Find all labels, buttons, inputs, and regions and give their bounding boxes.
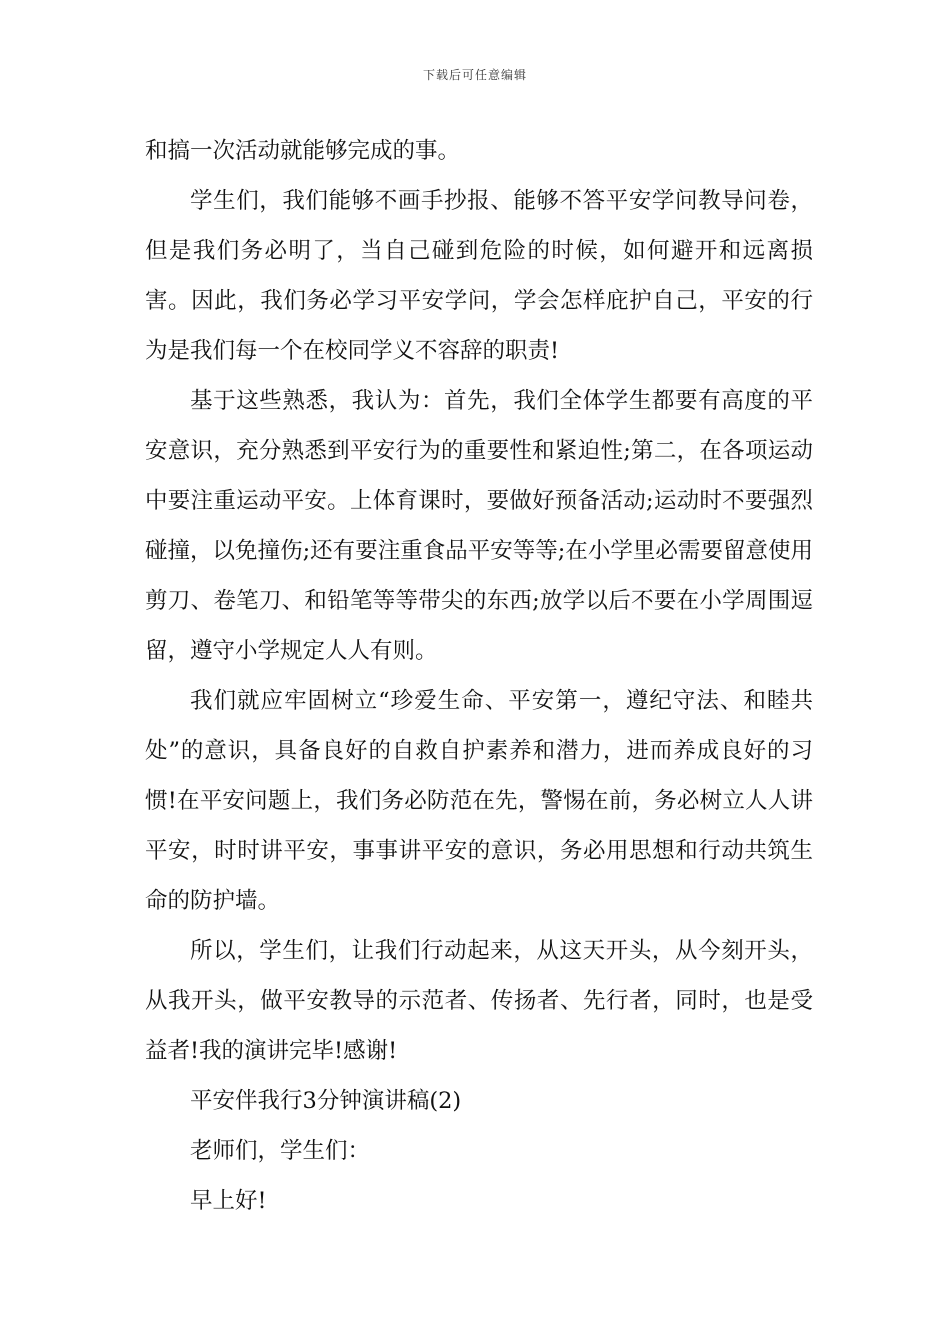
paragraph: 所以，学生们，让我们行动起来，从这天开头，从今刻开头，从我开头，做平安教导的示范者、传扬者、先行者，同时，也是受益者!我的演讲完毕!感谢!	[145, 938, 813, 1064]
paragraph-continuation: 和搞一次活动就能够完成的事。	[145, 138, 461, 164]
paragraph: 基于这些熟悉，我认为：首先，我们全体学生都要有高度的平安意识，充分熟悉到平安行为的重要性和紧迫性;第二，在各项运动中要注重运动平安。上体育课时，要做好预备活动;运动时不要强烈碰撞，以免撞伤;还有要注重食品平安等等;在小学里必需要留意使用剪刀、卷笔刀、和铅笔等等带尖的东西;放学以后不要在小学周围逗留，遵守小学规定人人有则。	[145, 388, 813, 664]
document-body	[145, 126, 813, 1226]
paragraph: 学生们，我们能够不画手抄报、能够不答平安学问教导问卷，但是我们务必明了，当自己碰到危险的时候，如何避开和远离损害。因此，我们务必学习平安学问，学会怎样庇护自己，平安的行为是我们每一个在校同学义不容辞的职责!	[145, 188, 813, 364]
speech-title: 平安伴我行3分钟演讲稿(2)	[190, 1088, 462, 1114]
salutation: 老师们，学生们：	[190, 1138, 371, 1164]
header-note: 下载后可任意编辑	[422, 68, 527, 82]
greeting: 早上好!	[190, 1188, 267, 1214]
paragraph: 我们就应牢固树立“珍爱生命、平安第一，遵纪守法、和睦共处”的意识，具备良好的自救自护素养和潜力，进而养成良好的习惯!在平安问题上，我们务必防范在先，警惕在前，务必树立人人讲平安，时时讲平安，事事讲平安的意识，务必用思想和行动共筑生命的防护墙。	[145, 688, 813, 914]
